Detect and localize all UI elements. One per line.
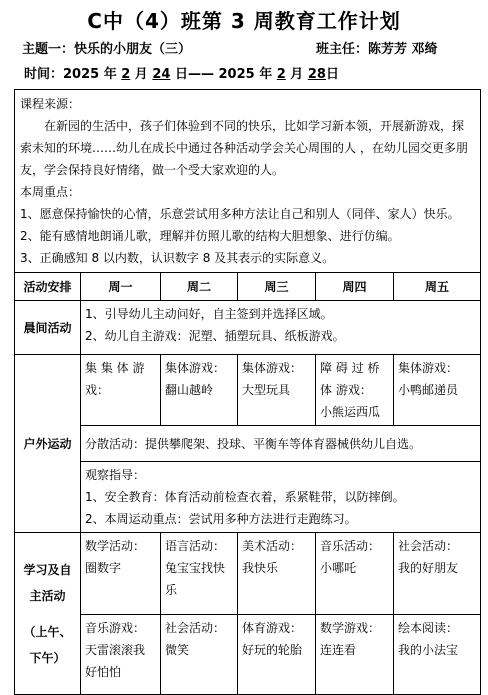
cell-label: 语言活动： [165, 539, 226, 553]
focus-label: 本周重点： [20, 185, 81, 199]
time-prefix: 时间：2025 年 [24, 67, 122, 82]
focus-item: 1、愿意保持愉快的心情，乐意尝试用多种方法让自己和别人（同伴、家人）快乐。 [20, 207, 460, 221]
time-sep-3: 月 [285, 67, 308, 82]
guide-line: 2、本周运动重点：尝试用多种方法进行走跑练习。 [85, 512, 357, 526]
outdoor-cell-wed [238, 355, 316, 426]
cell-label: 集体游戏： [242, 361, 303, 375]
study-cell [316, 533, 394, 615]
cell-label: 数学活动： [85, 539, 146, 553]
end-day: 28 [307, 67, 326, 82]
page-title: C中（4）班第 3 周教育工作计划 [87, 9, 401, 33]
cell-value: 我的好朋友 [398, 561, 459, 575]
source-label: 课程来源： [20, 97, 81, 111]
study-label-line: 学习及自 [23, 562, 72, 577]
study-cell [161, 615, 238, 695]
header-activity: 活动安排 [15, 273, 81, 301]
header-monday: 周一 [81, 273, 161, 301]
study-cell [316, 615, 394, 695]
source-text: 在新园的生活中，孩子们体验到不同的快乐，比如学习新本领，开展新游戏，探索未知的环境……幼儿在成长中通过各种活动学会关心周围的人 ，在幼儿园交更多朋友，学会保持良好情绪，做一个受大家欢迎的人。 [20, 119, 468, 177]
study-cell [394, 615, 481, 695]
cell-label: 体育游戏： [242, 621, 303, 635]
start-month: 2 [121, 67, 131, 82]
cell-value: 兔宝宝找快乐 [165, 561, 226, 597]
cell-value: 微笑 [165, 643, 190, 657]
cell-label: 社会活动： [165, 621, 226, 635]
time-suffix: 日 [325, 67, 339, 82]
cell-label: 音乐游戏： [85, 621, 146, 635]
cell-label: 集体游戏： [165, 361, 226, 375]
study-cell [394, 533, 481, 615]
cell-value: 大型玩具 [242, 383, 291, 397]
study-cell [161, 533, 238, 615]
study-label-line: 主活动 [29, 588, 66, 603]
time-sep-2: 日—— 2025 年 [170, 67, 277, 82]
time-sep-1: 月 [130, 67, 153, 82]
header-friday: 周五 [394, 273, 481, 301]
cell-label: 美术活动： [242, 539, 303, 553]
cell-value: 圈数字 [85, 561, 122, 575]
row-label-outdoor: 户外运动 [15, 355, 81, 533]
cell-value: 好玩的轮胎 [242, 643, 303, 657]
cell-value: 连连看 [320, 643, 357, 657]
cell-value: 小鸭邮递员 [398, 383, 459, 397]
cell-value: 小熊运西瓜 [320, 405, 381, 419]
cell-label: 绘本阅读： [398, 621, 459, 635]
outdoor-cell-tue [161, 355, 238, 426]
cell-label: 障 碍 过 桥 体 游戏： [320, 361, 380, 397]
cell-label: 社会活动： [398, 539, 459, 553]
morning-line: 2、幼儿自主游戏：泥塑、插塑玩具、纸板游戏。 [85, 329, 345, 343]
guide-line: 1、安全教育：体育活动前检查衣着，系紧鞋带，以防摔倒。 [85, 490, 405, 504]
study-label-line: 下午） [29, 650, 66, 665]
cell-label: 集体游戏： [398, 361, 459, 375]
plan-table [14, 89, 481, 695]
cell-value: 小哪吒 [320, 561, 357, 575]
morning-content [81, 301, 481, 355]
teacher-label: 班主任：陈芳芳 邓绮 [316, 42, 438, 57]
morning-line: 1、引导幼儿主动问好，自主签到并选择区域。 [85, 307, 333, 321]
focus-item: 3、正确感知 8 以内数，认识数字 8 及其表示的实际意义。 [20, 251, 335, 265]
cell-value: 我的小法宝 [398, 643, 459, 657]
time-range [24, 63, 339, 82]
study-cell [238, 615, 316, 695]
study-cell [81, 615, 161, 695]
focus-item: 2、能有感情地朗诵儿歌，理解并仿照儿歌的结构大胆想象、进行仿编。 [20, 229, 400, 243]
cell-label: 集 集 体 游 戏： [85, 361, 145, 397]
outdoor-scatter: 分散活动：提供攀爬架、投球、平衡车等体育器械供幼儿自选。 [81, 426, 481, 462]
row-label-morning: 晨间活动 [15, 301, 81, 355]
end-month: 2 [276, 67, 286, 82]
outdoor-cell-fri [394, 355, 481, 426]
cell-value: 翻山越岭 [165, 383, 214, 397]
cell-label: 数学游戏： [320, 621, 381, 635]
header-thursday: 周四 [316, 273, 394, 301]
outdoor-cell-thu [316, 355, 394, 426]
outdoor-guide [81, 462, 481, 533]
cell-value: 我快乐 [242, 561, 279, 575]
guide-label: 观察指导： [85, 468, 146, 482]
theme-label: 主题一：快乐的小朋友（三） [22, 42, 192, 57]
study-cell [238, 533, 316, 615]
start-day: 24 [152, 67, 171, 82]
study-cell [81, 533, 161, 615]
header-tuesday: 周二 [161, 273, 238, 301]
cell-value: 天雷滚滚我好怕怕 [85, 643, 146, 679]
course-intro [15, 90, 481, 273]
cell-label: 音乐活动： [320, 539, 381, 553]
row-label-study [15, 533, 81, 695]
header-wednesday: 周三 [238, 273, 316, 301]
study-label-line: （上午、 [23, 624, 72, 639]
outdoor-cell-mon [81, 355, 161, 426]
